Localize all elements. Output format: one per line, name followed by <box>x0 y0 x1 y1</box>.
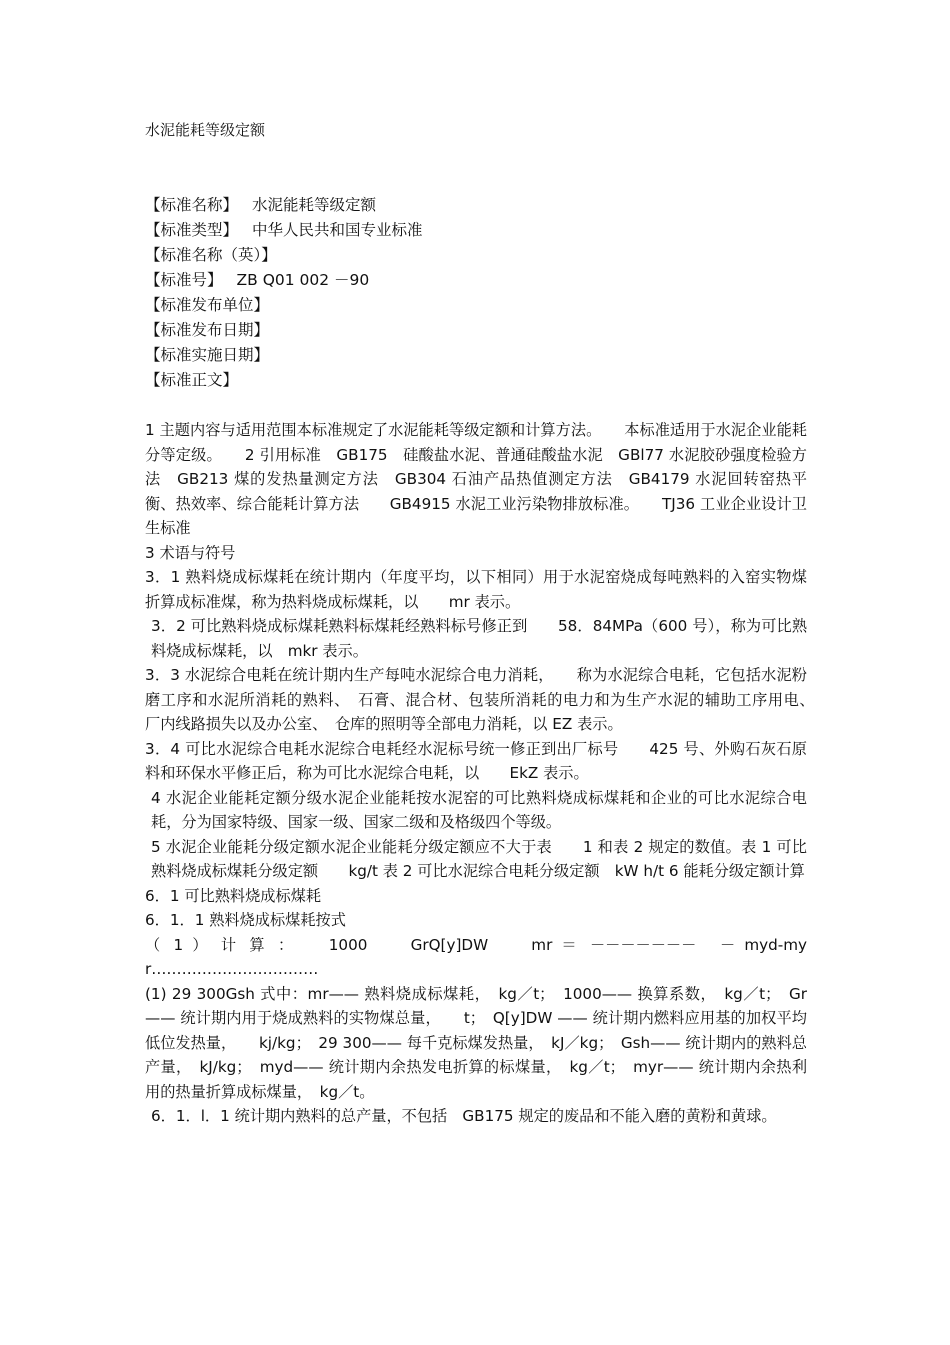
meta-label: 【标准发布单位】 <box>145 296 270 314</box>
meta-value: 中华人民共和国专业标准 <box>252 221 423 239</box>
section-6-1-1: 6．1．1 熟料烧成标煤耗按式 <box>145 911 346 929</box>
section-3-heading: 3 术语与符号 <box>145 543 236 562</box>
meta-label: 【标准类型】 <box>145 221 239 239</box>
meta-row-number <box>145 268 805 293</box>
meta-row-body <box>145 368 805 393</box>
standard-metadata <box>145 193 805 393</box>
meta-row-english-name <box>145 243 805 268</box>
section-1-2-scope-references: 1 主题内容与适用范围本标准规定了水泥能耗等级定额和计算方法。 本标准适用于水泥企业能耗分等定级。 2 引用标准 GB175 硅酸盐水泥、普通硅酸盐水泥 GBl77 水泥胶砂强度检验方法 GB213 煤的发热量测定方法 GB304 石油产品热值测定方法 GB4179 水泥回转窑热平衡、热效率、综合能耗计算方法 GB4915 水泥工业污染物排放标准。 TJ36 工业企业设计卫生标准 <box>145 421 807 537</box>
standard-body <box>145 418 823 1129</box>
meta-label: 【标准发布日期】 <box>145 321 270 339</box>
meta-row-publish-date <box>145 318 805 343</box>
meta-label: 【标准实施日期】 <box>145 346 270 364</box>
meta-row-effective-date <box>145 343 805 368</box>
meta-label: 【标准号】 <box>145 271 223 289</box>
meta-label: 【标准正文】 <box>145 371 239 389</box>
section-4: 4 水泥企业能耗定额分级水泥企业能耗按水泥窑的可比熟料烧成标煤耗和企业的可比水泥综合电耗，分为国家特级、国家一级、国家二级和及格级四个等级。 <box>151 788 807 831</box>
section-3-2: 3．2 可比熟料烧成标煤耗熟料标煤耗经熟料标号修正到 58．84MPa（600 号），称为可比熟料烧成标煤耗，以 mkr 表示。 <box>151 617 807 660</box>
formula-definitions: (1) 29 300Gsh 式中：mr—— 熟料烧成标煤耗， kg／t； 1000—— 换算系数， kg／t； Gr—— 统计期内用于烧成熟料的实物煤总量， t； Q[y]DW —— 统计期内燃料应用基的加权平均低位发热量， kj/kg； 29 300—— 每千克标煤发热量， kJ／kg； Gsh—— 统计期内的熟料总产量， kJ/kg； myd—— 统计期内余热发电折算的标煤量， kg／t； myr—— 统计期内余热利用的热量折算成标煤量， kg／t。 <box>145 984 808 1101</box>
section-5: 5 水泥企业能耗分级定额水泥企业能耗分级定额应不大于表 1 和表 2 规定的数值。表 1 可比熟料烧成标煤耗分级定额 kg/t 表 2 可比水泥综合电耗分级定额 kW h/t 6 能耗分级定额计算 <box>151 837 807 880</box>
section-6-1: 6．1 可比熟料烧成标煤耗 <box>145 886 322 905</box>
meta-label: 【标准名称（英）】 <box>145 246 277 264</box>
section-3-4: 3．4 可比水泥综合电耗水泥综合电耗经水泥标号统一修正到出厂标号 425 号、外购石灰石原料和环保水平修正后，称为可比水泥综合电耗，以 EkZ 表示。 <box>145 739 807 782</box>
meta-row-name <box>145 193 805 218</box>
meta-row-publisher <box>145 293 805 318</box>
meta-value: 水泥能耗等级定额 <box>252 196 377 214</box>
section-3-3: 3．3 水泥综合电耗在统计期内生产每吨水泥综合电力消耗， 称为水泥综合电耗，它包括水泥粉磨工序和水泥所消耗的熟料、 石膏、混合材、包装所消耗的电力和为生产水泥的辅助工序用电、 厂内线路损失以及办公室、 仓库的照明等全部电力消耗，以 EZ 表示。 <box>145 666 823 733</box>
meta-label: 【标准名称】 <box>145 196 239 214</box>
page-title: 水泥能耗等级定额 <box>145 121 266 139</box>
section-6-1-1-1: 6．1．l．1 统计期内熟料的总产量，不包括 GB175 规定的废品和不能入磨的黄粉和黄球。 <box>151 1107 777 1125</box>
meta-row-type <box>145 218 805 243</box>
meta-value: ZB Q01 002 －90 <box>236 271 370 289</box>
formula-line: （ 1 ） 计 算 ： 1000 GrQ[y]DW mr ＝ －－－－－－－ － myd-myr…………………………… <box>145 935 807 978</box>
section-3-1: 3．1 熟料烧成标煤耗在统计期内（年度平均，以下相同）用于水泥窑烧成每吨熟料的入窑实物煤折算成标准煤，称为热料烧成标煤耗，以 mr 表示。 <box>145 568 807 611</box>
